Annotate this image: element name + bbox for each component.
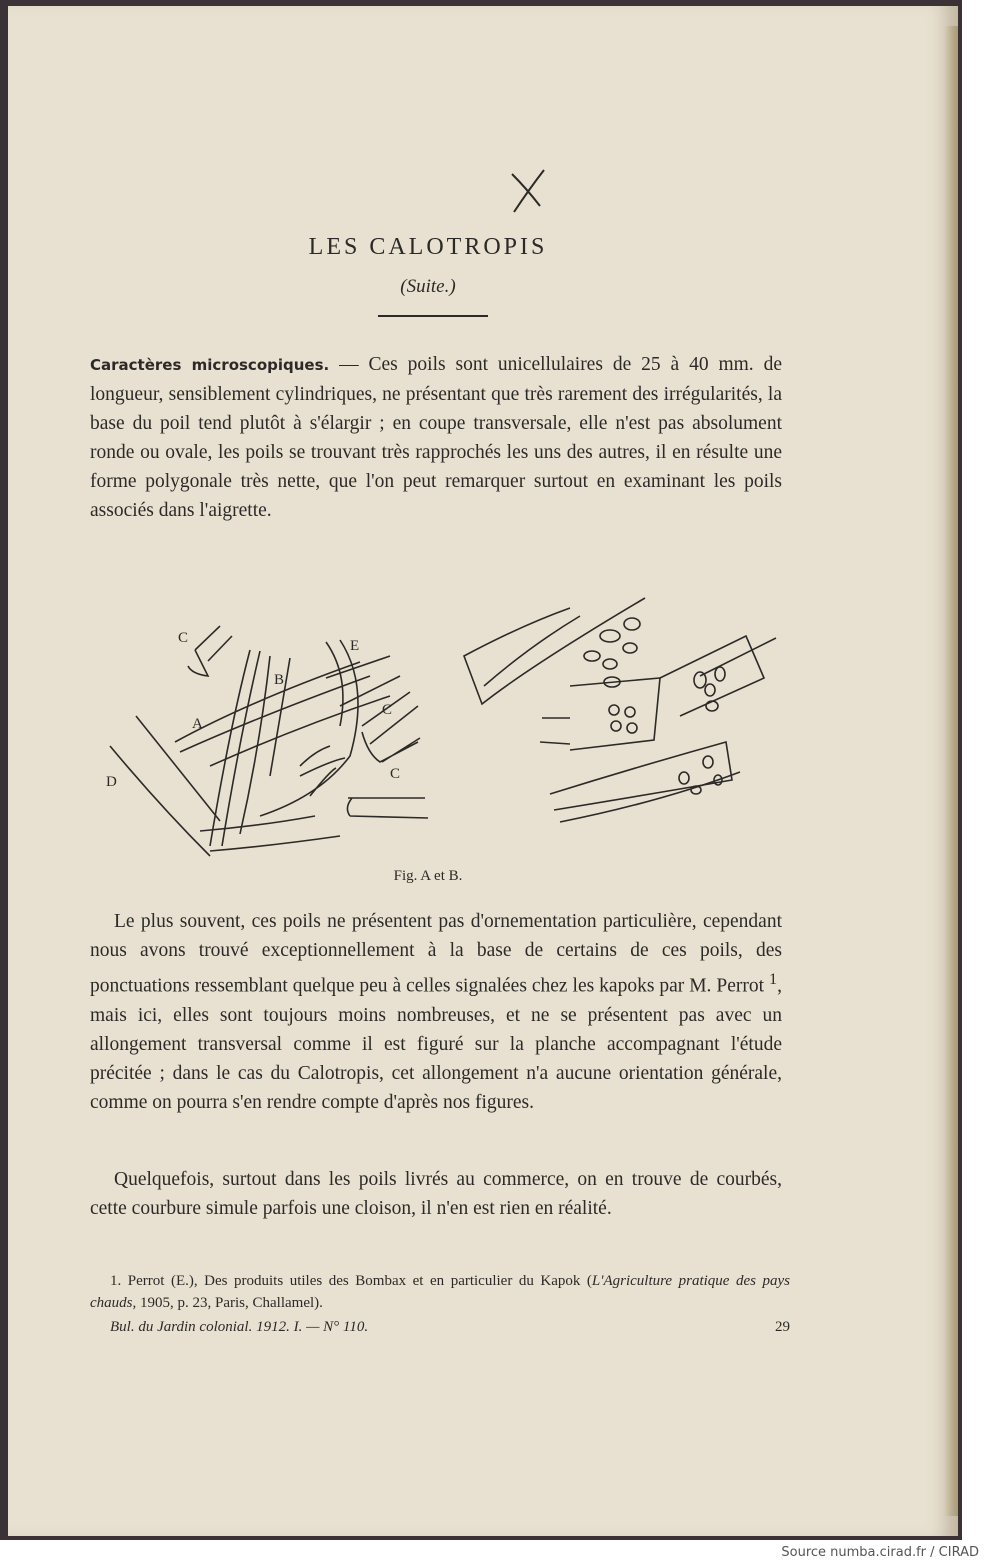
figure-b-drawing bbox=[464, 598, 776, 822]
article-subtitle: (Suite.) bbox=[400, 276, 456, 297]
journal-reference: Bul. du Jardin colonial. 1912. I. — N° 110. bbox=[110, 1319, 369, 1335]
paragraph-body: , mais ici, elles sont toujours moins nombreuses, et ne se présentent pas avec un allongement transversal comme il est figuré sur la planche accompagnant l'étude précitée ; dans le cas du Calotropis, cet allongement n'a aucune orientation générale, comme on pourra s'en rendre compte d'après nos figures. bbox=[90, 975, 782, 1113]
book-page bbox=[8, 6, 958, 1536]
handwritten-x-mark bbox=[506, 166, 556, 216]
page-edge bbox=[944, 26, 958, 1516]
footnote bbox=[90, 1270, 790, 1314]
paragraph-lead: Caractères microscopiques. bbox=[90, 356, 330, 374]
figure-label: C bbox=[382, 702, 393, 718]
paragraph-microscopic bbox=[90, 350, 782, 525]
paragraph-curvature: Quelquefois, surtout dans les poils livrés au commerce, on en trouve de courbés, cette courbure simule parfois une cloison, il n'en est rien en réalité. bbox=[90, 1169, 782, 1219]
source-credit: Source numba.cirad.fr / CIRAD bbox=[781, 1545, 979, 1560]
figure-label: D bbox=[106, 774, 117, 790]
footnote-text: , 1905, p. 23, Paris, Challamel). bbox=[132, 1295, 323, 1311]
running-footer bbox=[90, 1316, 790, 1338]
figure-hair-drawings bbox=[100, 566, 790, 866]
figure-label: A bbox=[192, 716, 203, 732]
figure-a-drawing bbox=[110, 626, 428, 856]
figure-label: E bbox=[350, 638, 360, 654]
article-title: LES CALOTROPIS bbox=[308, 234, 548, 260]
paragraph-body: Le plus souvent, ces poils ne présentent pas d'ornementation particulière, cependant nous avons trouvé exceptionnellement à la base de certains de ces poils, des ponctuations ressemblant quelque peu à celles signalées chez les kapoks par M. Perrot bbox=[90, 911, 782, 997]
footnote-journal-title: L'Agriculture pratique des pays chauds bbox=[90, 1273, 790, 1311]
footnote-ref: 1 bbox=[769, 970, 778, 988]
footnote-text: 1. Perrot (E.), Des produits utiles des Bombax et en particulier du Kapok ( bbox=[110, 1273, 592, 1289]
paragraph-body: — Ces poils sont unicellulaires de 25 à 40 mm. de longueur, sensiblement cylindriques, ne présentant que très rarement des irrégularités, la base du poil tend plutôt à s'élargir ; en coupe transversale, elle n'est pas absolument ronde ou ovale, les poils se trouvant très rapprochés les uns des autres, il en résulte une forme polygonale très nette, que l'on peut remarquer surtout en examinant les poils associés dans l'aigrette. bbox=[90, 354, 782, 521]
figure-label: C bbox=[178, 630, 189, 646]
figure-label: B bbox=[274, 672, 285, 688]
title-rule bbox=[378, 315, 488, 317]
paragraph-ornamentation bbox=[90, 907, 782, 1117]
figure-caption: Fig. A et B. bbox=[393, 868, 463, 884]
figure-label: C bbox=[390, 766, 401, 782]
page-number: 29 bbox=[775, 1319, 790, 1335]
